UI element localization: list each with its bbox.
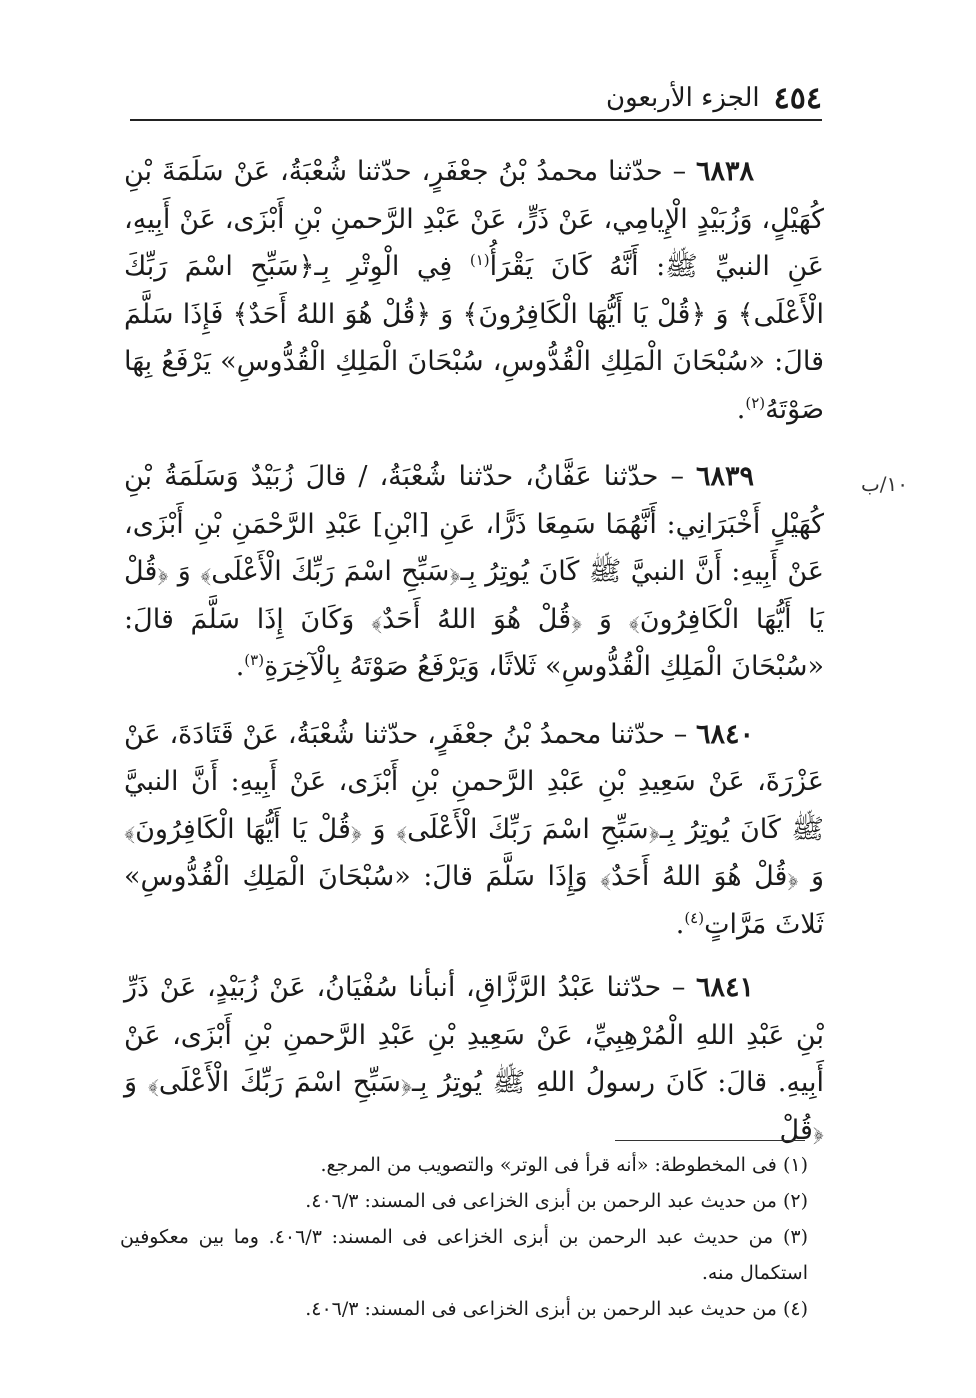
hadith-text: – حدّثنا محمدُ بْنُ جعْفَرٍ، حدّثنا شُعْبَةُ، عَنْ قَتَادَةَ، عَنْ عَزْرَةَ، عَنْ سَعِيدِ بْنِ عَبْدِ الرَّحمنِ بْنِ أَبْزَى، عَنْ أَبِيهِ: أَنَّ النبيَّ ﷺ كَانَ يُوتِرُ بِـ﴿سَبِّحِ اسْمَ رَبِّكَ الْأَعْلَى﴾ وَ ﴿قُلْ يَا أَيُّهَا الْكَافِرُونَ﴾ وَ ﴿قُلْ هُوَ اللهُ أَحَدٌ﴾ وَإِذَا سَلَّمَ قالَ: «سُبْحَانَ الْمَلِكِ الْقُدُّوسِ» ثَلاثَ مَرَّاتٍ	[124, 718, 824, 940]
footnote-separator	[615, 1140, 805, 1141]
footnote-text: من حديث عبد الرحمن بن أبزى الخزاعى فى المسند: ٤٠٦/٣. وما بين معكوفين استكمال منه.	[120, 1226, 808, 1284]
page-header	[130, 78, 822, 118]
footnote-text: من حديث عبد الرحمن بن أبزى الخزاعى فى المسند: ٤٠٦/٣.	[305, 1190, 777, 1212]
footnote-2	[120, 1183, 810, 1219]
footnote-ref: (٢)	[745, 393, 766, 412]
running-head: الجزء الأربعون	[605, 83, 760, 113]
page-number: ٤٥٤	[773, 80, 822, 116]
footnote-4	[120, 1291, 810, 1327]
hadith-6838	[124, 148, 824, 433]
footnote-3	[120, 1219, 810, 1291]
footnote-label: (٣)	[782, 1226, 809, 1248]
footnote-label: (٤)	[782, 1298, 808, 1320]
footnote-label: (١)	[782, 1154, 808, 1176]
footnote-1	[120, 1147, 810, 1183]
hadith-6840	[124, 711, 824, 949]
header-rule	[130, 119, 822, 121]
hadith-text-body	[124, 148, 824, 1174]
footnote-ref: (١)	[469, 251, 490, 269]
footnote-text: فى المخطوطة: «أنه قرأ فى الوتر» والتصويب من المرجع.	[320, 1154, 777, 1176]
footnote-ref: (٤)	[684, 908, 705, 927]
hadith-text-continued: فِي الْوِتْرِ بِـ﴿سَبِّحِ اسْمَ رَبِّكَ الْأَعْلَى﴾ وَ ﴿قُلْ يَا أَيُّهَا الْكَافِرُونَ﴾ وَ ﴿قُلْ هُوَ اللهُ أَحَدٌ﴾ فَإِذَا سَلَّمَ قالَ: «سُبْحَانَ الْمَلِكِ الْقُدُّوسِ، سُبْحَانَ الْمَلِكِ الْقُدُّوسِ» يَرْفَعُ بِهَا صَوْتَهُ	[124, 251, 824, 425]
footnotes	[120, 1147, 810, 1327]
hadith-number: ٦٨٣٨	[695, 156, 754, 187]
footnote-text: من حديث عبد الرحمن بن أبزى الخزاعى فى المسند: ٤٠٦/٣.	[305, 1298, 777, 1320]
hadith-text: – حدّثنا عَفَّانُ، حدّثنا شُعْبَةُ، / قالَ زُبَيْدٌ وَسَلَمَةُ بْنِ كُهَيْلٍ أَخْبَرَانِي: أَنَّهُمَا سَمِعَا ذَرًّا، عَنِ [ابْنِ] عَبْدِ الرَّحْمَنِ بْنِ أَبْزَى، عَنْ أَبِيهِ: أَنَّ النبيَّ ﷺ كَانَ يُوتِرُ بِـ﴿سَبِّحِ اسْمَ رَبِّكَ الْأَعْلَى﴾ وَ ﴿قُلْ يَا أَيُّهَا الْكَافِرُونَ﴾ وَ ﴿قُلْ هُوَ اللهُ أَحَدٌ﴾ وَكَانَ إِذَا سَلَّمَ قالَ: «سُبْحَانَ الْمَلِكِ الْقُدُّوسِ» ثَلاثًا، وَيَرْفَعُ صَوْتَهُ بِالْآخِرَةِ	[124, 461, 824, 682]
hadith-text: – حدّثنا محمدُ بْنُ جعْفَرٍ، حدّثنا شُعْبَةُ، عَنْ سَلَمَةَ بْنِ كُهَيْلٍ، وَزُبَيْدٍ الْإِيامِي، عَنْ ذَرٍّ، عَنْ عَبْدِ الرَّحمنِ بْنِ أَبْزَى، عَنْ أَبِيهِ، عَنِ النبيِّ ﷺ: أَنَّهُ كَانَ يَقْرَأُ	[124, 156, 824, 282]
margin-folio-note: ١٠/ب	[860, 472, 908, 496]
hadith-6841	[124, 964, 824, 1154]
hadith-text: – حدّثنا عَبْدُ الرَّزَّاقِ، أنبأنا سُفْيَانُ، عَنْ زُبَيْدٍ، عَنْ ذَرِّ بْنِ عَبْدِ اللهِ الْمُرْهِبِيِّ، عَنْ سَعِيدِ بْنِ عَبْدِ الرَّحمنِ بْنِ أَبْزَى، عَنْ أَبِيهِ. قالَ: كَانَ رسولُ اللهِ ﷺ يُوتِرُ بِـ﴿سَبِّحِ اسْمَ رَبِّكَ الْأَعْلَى﴾ وَ ﴿قُلْ	[124, 972, 824, 1146]
footnote-label: (٢)	[782, 1190, 808, 1212]
footnote-ref: (٣)	[244, 651, 265, 669]
hadith-number: ٦٨٤١	[695, 972, 754, 1003]
hadith-end-mark: .	[675, 908, 685, 940]
hadith-number: ٦٨٣٩	[695, 461, 754, 492]
hadith-end-mark: .	[736, 393, 746, 425]
hadith-end-mark: .	[235, 651, 245, 682]
hadith-6839	[124, 453, 824, 691]
hadith-number: ٦٨٤٠	[695, 718, 754, 750]
